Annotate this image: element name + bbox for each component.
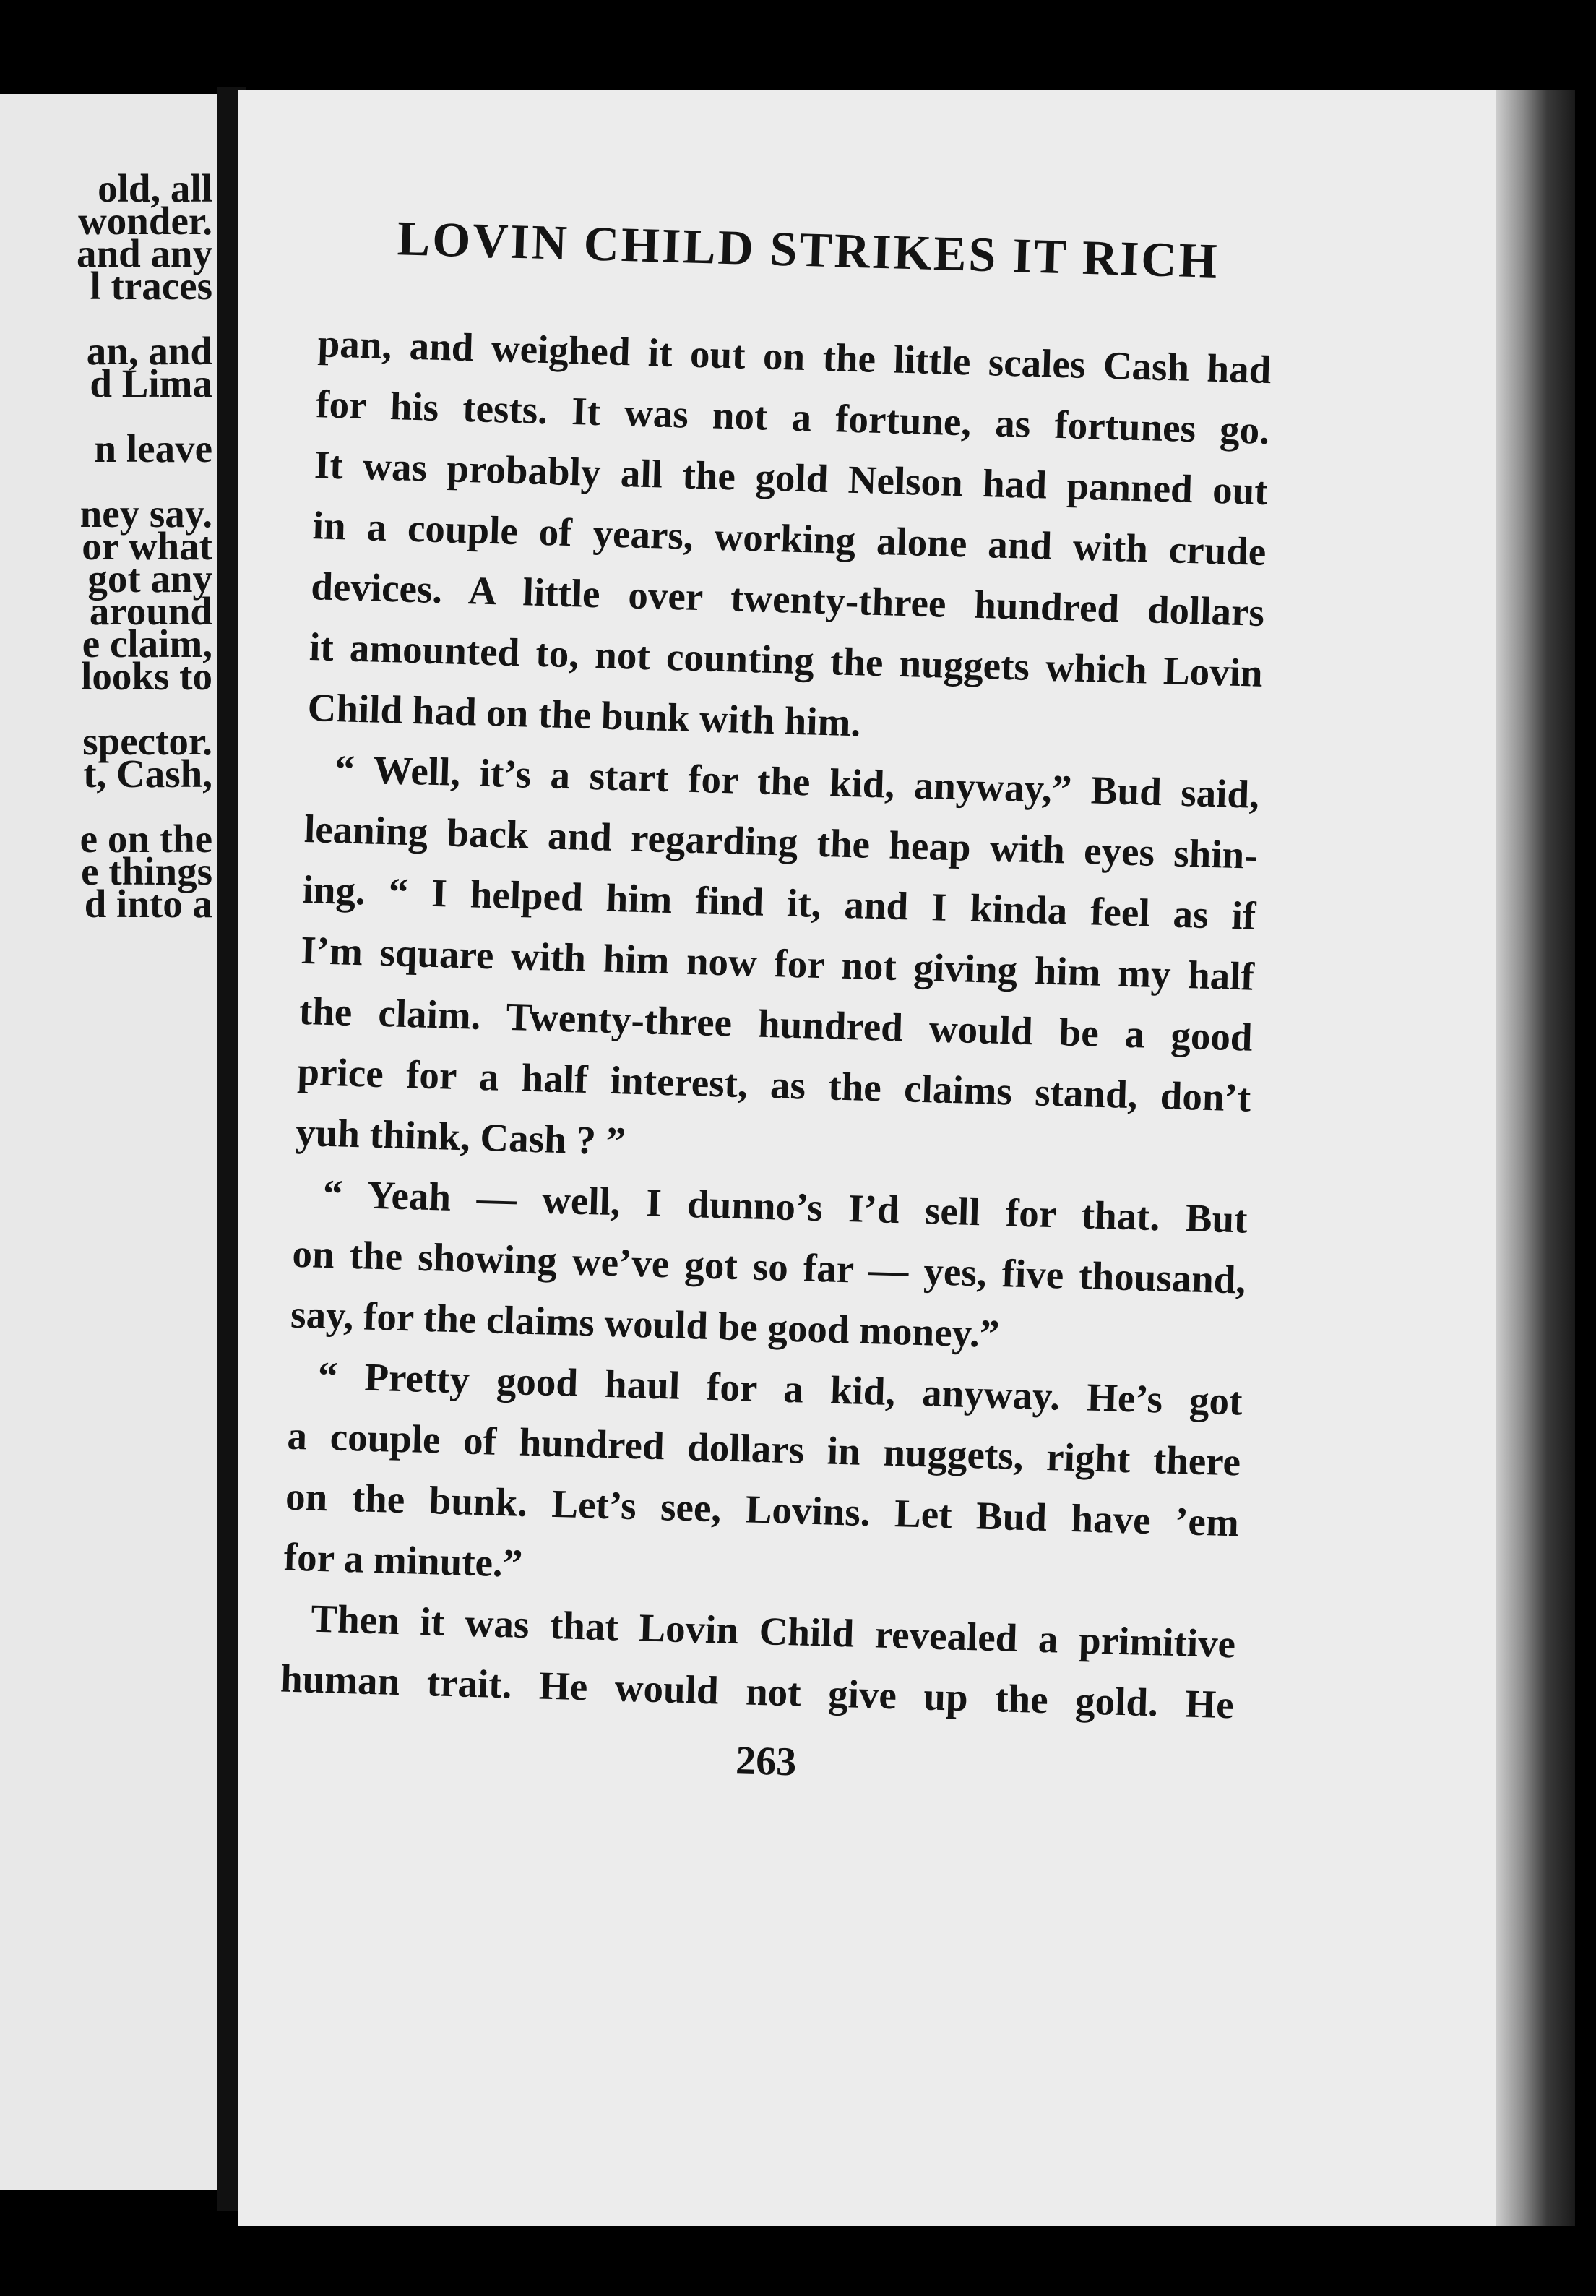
body-line: for his tests. It was not a fortune, as fortunes go.: [315, 382, 1270, 453]
body-line: on the showing we’ve got so far — yes, five thousand,: [291, 1231, 1247, 1302]
left-page-line: wonder.: [78, 199, 212, 243]
body-line: the claim. Twenty-three hundred would be a good: [298, 988, 1254, 1059]
left-page-line: d into a: [84, 882, 212, 926]
left-page-line: l traces: [90, 264, 212, 308]
left-page-line: or what: [82, 524, 212, 568]
body-line: a couple of hundred dollars in nuggets, right there: [286, 1413, 1241, 1484]
left-page-line: e claim,: [82, 622, 212, 666]
body-line: Then it was that Lovin Child revealed a primitive: [310, 1596, 1236, 1667]
page-text-block: [238, 90, 1574, 1785]
body-line: pan, and weighed it out on the little scales Cash had: [316, 321, 1272, 392]
body-line: price for a half interest, as the claims stand, don’t: [296, 1049, 1252, 1120]
left-page-line: ney say.: [79, 491, 212, 536]
body-line: on the bunk. Let’s see, Lovins. Let Bud have ’em: [285, 1474, 1240, 1545]
page-edge-shadow: [1496, 90, 1575, 2226]
body-line: yuh think, Cash ? ”: [295, 1109, 627, 1164]
body-line: “ Yeah — well, I dunno’s I’d sell for that. But: [322, 1171, 1248, 1242]
body-line: human trait. He would not give up the gold. He: [280, 1656, 1235, 1727]
body-line: it amounted to, not counting the nuggets which Lovin: [309, 624, 1264, 695]
body-line: in a couple of years, working alone and with crude: [311, 503, 1267, 574]
body-line: “ Well, it’s a start for the kid, anyway,” Bud said,: [334, 747, 1260, 817]
left-page-line: spector.: [82, 719, 212, 763]
left-page-line: n leave: [94, 426, 212, 470]
body-line: devices. A little over twenty-three hundred dollars: [310, 564, 1265, 635]
right-page: [238, 90, 1575, 2226]
left-page-line: an, and: [86, 329, 212, 373]
left-page-line: got any: [87, 556, 212, 601]
body-line: “ Pretty good haul for a kid, anyway. He’s got: [317, 1353, 1243, 1424]
body-line: for a minute.”: [283, 1534, 524, 1586]
running-header: LOVIN CHILD STRIKES IT RICH: [396, 210, 1220, 288]
left-page-line: old, all: [98, 166, 212, 210]
page-number: 263: [735, 1738, 798, 1785]
body-line: ing. “ I helped him find it, and I kinda feel as if: [301, 867, 1257, 938]
left-page: [0, 94, 217, 2190]
body-line: Child had on the bunk with him.: [306, 685, 862, 745]
left-page-line: around: [89, 589, 212, 633]
body-line: It was probably all the gold Nelson had panned out: [314, 442, 1269, 513]
left-page-line: e on the: [79, 817, 212, 861]
left-page-line: t, Cash,: [83, 752, 212, 796]
left-page-line: looks to: [81, 654, 212, 698]
body-line: leaning back and regarding the heap with eyes shin-: [303, 806, 1259, 877]
body-line: I’m square with him now for not giving him my half: [300, 927, 1255, 999]
body-line: say, for the claims would be good money.”: [290, 1291, 1001, 1356]
left-page-line: d Lima: [90, 361, 212, 405]
left-page-line: and any: [76, 231, 212, 275]
left-page-line: e things: [81, 849, 212, 893]
